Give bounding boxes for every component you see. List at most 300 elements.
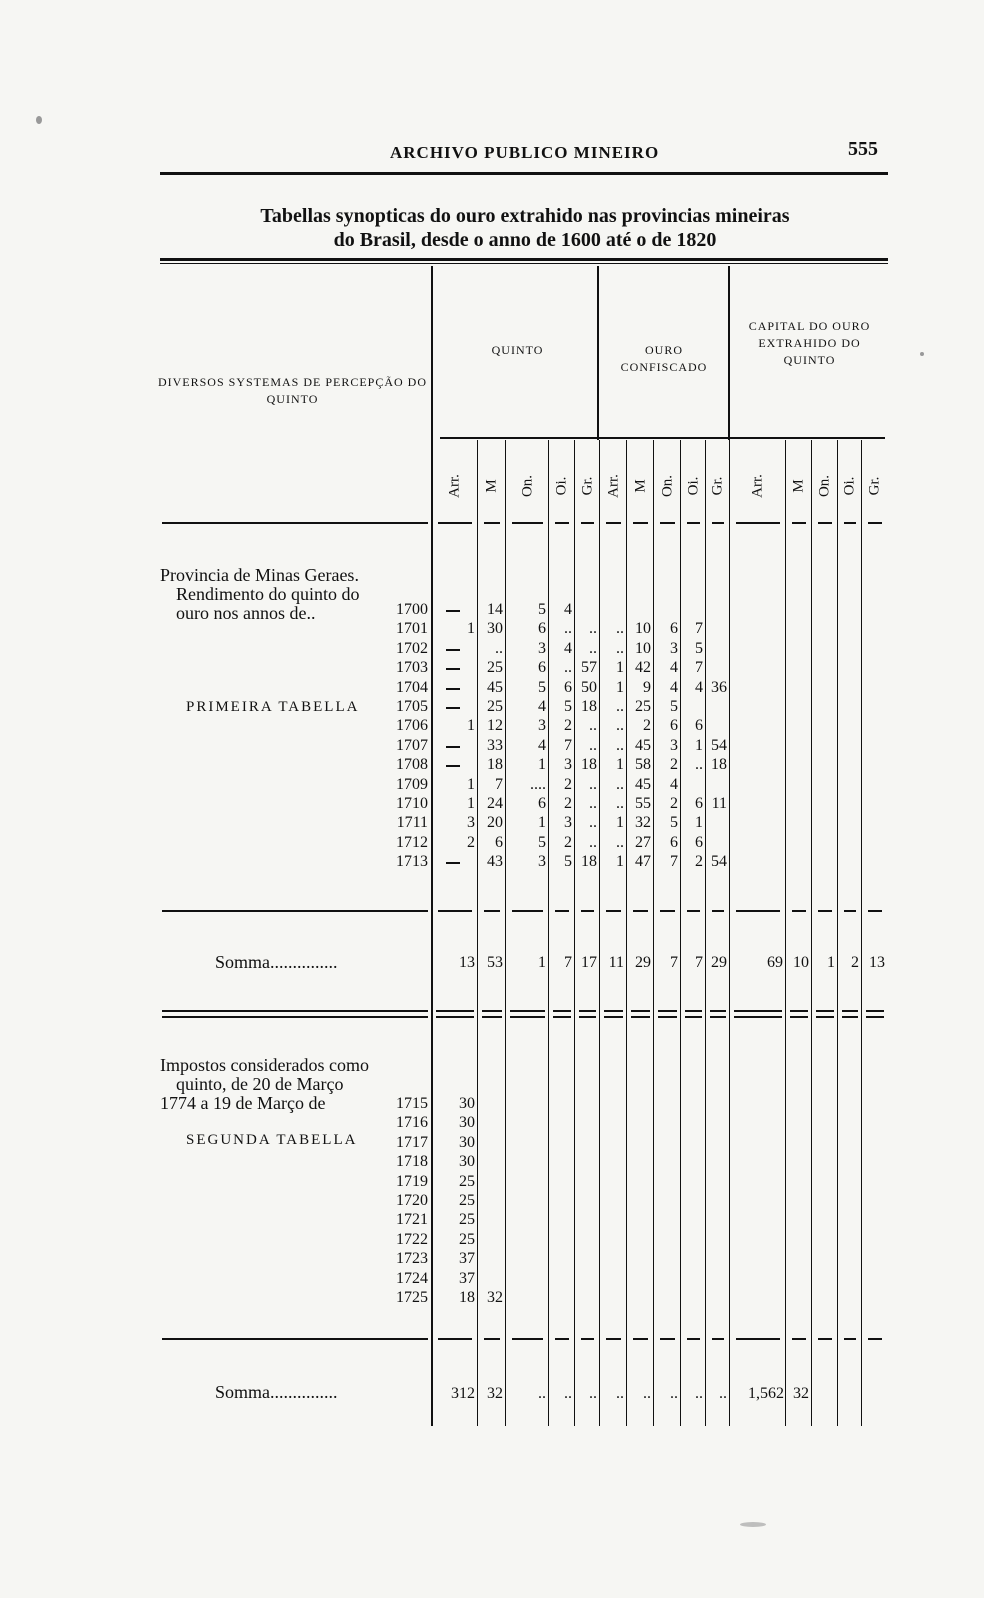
subcolumn-header xyxy=(603,466,625,506)
confiscado-value: 6 xyxy=(695,833,703,851)
arr-value: 30 xyxy=(459,1114,475,1132)
quinto-value: 2 xyxy=(467,833,475,851)
total-double-rule xyxy=(162,1016,428,1018)
quinto-value: 3 xyxy=(564,814,572,832)
subcolumn-header-label: Arr. xyxy=(605,474,621,498)
quinto-value: .. xyxy=(589,775,597,793)
total-double-rule xyxy=(734,1010,782,1012)
print-speck xyxy=(740,1522,766,1527)
subcolumn-header xyxy=(577,466,599,506)
second-block-label: SEGUNDA TABELLA xyxy=(186,1132,358,1148)
quinto-value-dash xyxy=(446,862,460,864)
arr-value: 30 xyxy=(459,1095,475,1112)
confiscado-value: 45 xyxy=(635,736,651,754)
quinto-value: 4 xyxy=(564,639,572,657)
quinto-value: 57 xyxy=(581,659,597,677)
arr-value: 30 xyxy=(459,1153,475,1171)
subtotal-rule xyxy=(792,1338,806,1340)
quinto-value: 1 xyxy=(467,775,475,793)
second-block-somma-label: Somma............... xyxy=(215,1382,338,1402)
arr-value: 30 xyxy=(459,1133,475,1151)
subcolumn-header-label: On. xyxy=(659,474,675,498)
total-double-rule xyxy=(842,1016,858,1018)
year-label: 1708 xyxy=(396,756,428,774)
total-double-rule xyxy=(685,1016,702,1018)
somma-capital-value: 2 xyxy=(851,954,859,971)
confiscado-value: 10 xyxy=(635,639,651,657)
first-block-somma-label: Somma............... xyxy=(215,952,338,972)
confiscado-value: 1 xyxy=(616,659,624,677)
quinto-value: 33 xyxy=(487,736,503,754)
quinto-value-dash xyxy=(446,707,460,709)
confiscado-value: 1 xyxy=(616,756,624,774)
somma-capital-value: 10 xyxy=(793,954,809,971)
row-label-header: DIVERSOS SYSTEMAS DE PERCEPÇÃO DO QUINTO xyxy=(157,375,428,406)
somma-quinto-value: 1 xyxy=(538,954,546,971)
subtotal-rule xyxy=(736,910,780,912)
year-label: 1716 xyxy=(396,1114,428,1132)
ouro-confiscado-group-header: OURO CONFISCADO xyxy=(620,343,708,374)
quinto-value: 3 xyxy=(538,853,546,871)
arr-value: 37 xyxy=(459,1269,475,1287)
quinto-value: .. xyxy=(495,639,503,657)
total-double-rule xyxy=(734,1016,782,1018)
confiscado-value: 55 xyxy=(635,795,651,812)
year-label: 1717 xyxy=(396,1133,428,1151)
confiscado-value: 2 xyxy=(670,795,678,812)
header-bottom-rule xyxy=(844,522,856,524)
confiscado-value: .. xyxy=(616,698,624,715)
confiscado-value: 4 xyxy=(670,775,678,793)
subtotal-rule xyxy=(844,910,856,912)
subcolumn-header xyxy=(814,466,836,506)
subtotal-rule xyxy=(660,1338,675,1340)
subtotal-rule xyxy=(818,910,832,912)
subtotal-rule xyxy=(633,1338,648,1340)
quinto-value: .. xyxy=(564,659,572,677)
total-double-rule xyxy=(685,1010,702,1012)
arr-value: 18 xyxy=(459,1289,475,1306)
quinto-value: 7 xyxy=(495,775,503,793)
confiscado-value: 5 xyxy=(670,698,678,715)
empty-dots: .. xyxy=(538,1385,546,1402)
subcolumn-header xyxy=(747,466,769,506)
subcolumn-header xyxy=(444,466,466,506)
somma-confiscado-value: 7 xyxy=(670,954,678,971)
quinto-value-dash xyxy=(446,688,460,690)
empty-dots: .. xyxy=(670,1385,678,1402)
confiscado-value: 1 xyxy=(616,678,624,696)
quinto-value: 5 xyxy=(538,833,546,851)
confiscado-value: 6 xyxy=(670,620,678,638)
confiscado-value: 3 xyxy=(670,736,678,754)
subtotal-rule xyxy=(606,910,621,912)
subcolumn-header-label: On. xyxy=(816,474,833,498)
column-divider xyxy=(574,440,575,1426)
quinto-value: 2 xyxy=(564,833,572,851)
somma-confiscado-value: 7 xyxy=(695,954,703,971)
quinto-value: 4 xyxy=(538,736,546,754)
confiscado-value: 1 xyxy=(695,736,703,754)
header-bottom-rule xyxy=(792,522,806,524)
print-speck xyxy=(920,352,924,356)
year-label: 1701 xyxy=(396,620,428,638)
total-double-rule xyxy=(436,1016,474,1018)
confiscado-value: 2 xyxy=(643,717,651,735)
confiscado-value: 32 xyxy=(635,814,651,832)
running-head: ARCHIVO PUBLICO MINEIRO xyxy=(390,143,660,162)
quinto-value: 5 xyxy=(564,853,572,871)
subcolumn-header xyxy=(630,466,652,506)
subcolumn-header xyxy=(864,466,886,506)
header-bottom-rule xyxy=(712,522,724,524)
quinto-value: .. xyxy=(589,639,597,657)
header-bottom-rule xyxy=(736,522,780,524)
subtotal-rule-label xyxy=(162,1338,428,1340)
subcolumn-header xyxy=(517,466,539,506)
total-double-rule xyxy=(604,1010,623,1012)
subtotal-rule xyxy=(512,910,543,912)
subtotal-rule xyxy=(868,910,882,912)
quinto-value: 18 xyxy=(581,853,597,871)
year-label: 1715 xyxy=(396,1095,428,1112)
confiscado-value: 36 xyxy=(711,678,727,696)
subtotal-rule xyxy=(512,1338,543,1340)
column-divider xyxy=(785,440,786,1426)
subtotal-rule xyxy=(712,910,724,912)
quinto-value: 6 xyxy=(495,833,503,851)
somma-quinto-value: 32 xyxy=(487,1385,503,1402)
confiscado-value: 2 xyxy=(670,756,678,774)
column-divider xyxy=(599,440,600,1426)
confiscado-value: .. xyxy=(616,620,624,638)
quinto-value: 3 xyxy=(467,814,475,832)
quinto-value: 3 xyxy=(538,639,546,657)
header-bottom-rule xyxy=(555,522,569,524)
confiscado-value: 10 xyxy=(635,620,651,638)
total-double-rule xyxy=(790,1016,808,1018)
column-divider xyxy=(705,440,706,1426)
subcolumn-header-label: Oi. xyxy=(553,476,570,496)
confiscado-value: 2 xyxy=(695,853,703,871)
year-label: 1712 xyxy=(396,833,428,851)
subtotal-rule xyxy=(818,1338,832,1340)
quinto-value: 3 xyxy=(564,756,572,774)
quinto-value: 2 xyxy=(564,795,572,812)
title-rule xyxy=(160,258,888,261)
somma-confiscado-value: 29 xyxy=(711,954,727,971)
confiscado-value: 6 xyxy=(695,717,703,735)
empty-dots: .. xyxy=(564,1385,572,1402)
year-label: 1711 xyxy=(396,814,428,832)
quinto-value: 6 xyxy=(564,678,572,696)
quinto-value: 1 xyxy=(538,756,546,774)
header-bottom-rule xyxy=(438,522,472,524)
header-bottom-rule xyxy=(484,522,500,524)
column-divider xyxy=(680,440,681,1426)
year-label: 1702 xyxy=(396,639,428,657)
total-double-rule xyxy=(482,1010,502,1012)
confiscado-value: .. xyxy=(695,756,703,774)
subcolumn-header-label: Arr. xyxy=(446,474,463,498)
year-label: 1705 xyxy=(396,698,428,715)
total-double-rule xyxy=(816,1010,834,1012)
quinto-value: 12 xyxy=(487,717,503,735)
quinto-value: .. xyxy=(589,814,597,832)
quinto-value: .. xyxy=(589,795,597,812)
total-double-rule xyxy=(579,1016,596,1018)
quinto-value: 7 xyxy=(564,736,572,754)
total-double-rule xyxy=(510,1010,545,1012)
total-double-rule xyxy=(631,1016,650,1018)
quinto-value: 24 xyxy=(487,795,503,812)
confiscado-value: 1 xyxy=(695,814,703,832)
quinto-value: .. xyxy=(589,736,597,754)
year-label: 1706 xyxy=(396,717,428,735)
subtotal-rule xyxy=(736,1338,780,1340)
quinto-value: 1 xyxy=(538,814,546,832)
header-bottom-rule xyxy=(818,522,832,524)
subcolumn-header-label: Gr. xyxy=(866,476,883,496)
first-block-label: PRIMEIRA TABELLA xyxy=(186,699,360,715)
quinto-value: 43 xyxy=(487,853,503,871)
header-bottom-rule xyxy=(633,522,648,524)
title-line-1: Tabellas synopticas do ouro extrahido nas provincias mineiras xyxy=(260,205,790,227)
quinto-value: 25 xyxy=(487,659,503,677)
confiscado-value: 7 xyxy=(670,853,678,871)
total-double-rule xyxy=(482,1016,502,1018)
subtotal-rule xyxy=(484,910,500,912)
subtotal-rule xyxy=(660,910,675,912)
confiscado-value: 7 xyxy=(695,620,703,638)
subcolumn-header xyxy=(551,466,573,506)
confiscado-value: 5 xyxy=(695,639,703,657)
confiscado-value: 6 xyxy=(695,795,703,812)
arr-value: 37 xyxy=(459,1250,475,1268)
subtotal-rule xyxy=(484,1338,500,1340)
total-double-rule xyxy=(604,1016,623,1018)
subcolumn-header-label: Oi. xyxy=(685,476,701,496)
confiscado-value: 4 xyxy=(670,659,678,677)
confiscado-value: 3 xyxy=(670,639,678,657)
quinto-value-dash xyxy=(446,668,460,670)
subtotal-rule-label xyxy=(162,910,428,912)
total-double-rule xyxy=(510,1016,545,1018)
subcolumn-header-label: Oi. xyxy=(841,476,858,496)
confiscado-value: 45 xyxy=(635,775,651,793)
quinto-value: 18 xyxy=(581,756,597,774)
total-double-rule xyxy=(816,1016,834,1018)
quinto-value: 2 xyxy=(564,717,572,735)
quinto-value: 30 xyxy=(487,620,503,638)
empty-dots: .. xyxy=(589,1385,597,1402)
header-bottom-rule xyxy=(868,522,882,524)
confiscado-value: .. xyxy=(616,795,624,812)
column-divider xyxy=(505,440,506,1426)
subtotal-rule xyxy=(687,1338,700,1340)
header-bottom-rule xyxy=(687,522,700,524)
confiscado-value: 6 xyxy=(670,717,678,735)
quinto-value: 6 xyxy=(538,795,546,812)
quinto-value-dash xyxy=(446,746,460,748)
year-label: 1713 xyxy=(396,853,428,871)
quinto-value: 4 xyxy=(538,698,546,715)
quinto-value: 5 xyxy=(564,698,572,715)
somma-capital-value: 13 xyxy=(869,954,885,971)
total-double-rule xyxy=(710,1010,726,1012)
year-label: 1704 xyxy=(396,678,428,696)
total-double-rule xyxy=(866,1010,884,1012)
confiscado-value: 18 xyxy=(711,756,727,774)
group-divider xyxy=(597,266,599,440)
confiscado-value: .. xyxy=(616,639,624,657)
confiscado-value: 54 xyxy=(711,853,727,871)
second-block-title-line-1: Impostos considerados como xyxy=(160,1055,369,1075)
confiscado-value: 42 xyxy=(635,659,651,677)
total-double-rule xyxy=(866,1016,884,1018)
quinto-value-dash xyxy=(446,765,460,767)
quinto-value: .... xyxy=(530,775,546,793)
subtotal-rule xyxy=(581,1338,594,1340)
column-divider xyxy=(477,440,478,1426)
page-number: 555 xyxy=(848,138,878,160)
quinto-value: 25 xyxy=(487,698,503,715)
group-divider xyxy=(728,266,730,440)
empty-dots: .. xyxy=(719,1385,727,1402)
quinto-value: 18 xyxy=(581,698,597,715)
m-value: 32 xyxy=(487,1289,503,1306)
column-divider xyxy=(626,440,627,1426)
confiscado-value: 47 xyxy=(635,853,651,871)
empty-dots: .. xyxy=(695,1385,703,1402)
quinto-value: 1 xyxy=(467,795,475,812)
year-label: 1700 xyxy=(396,601,428,618)
quinto-group-header: QUINTO xyxy=(491,343,544,357)
subcolumn-header xyxy=(788,466,810,506)
confiscado-value: 25 xyxy=(635,698,651,715)
total-double-rule xyxy=(553,1010,571,1012)
subcolumn-header-label: Arr. xyxy=(749,474,766,498)
title-line-2: do Brasil, desde o anno de 1600 até o de 1820 xyxy=(333,229,717,251)
year-label: 1703 xyxy=(396,659,428,677)
subcolumn-header xyxy=(839,466,861,506)
subcolumn-header xyxy=(657,466,679,506)
quinto-value: 50 xyxy=(581,678,597,696)
quinto-value: 5 xyxy=(538,678,546,696)
arr-value: 25 xyxy=(459,1192,475,1209)
year-label: 1721 xyxy=(396,1211,428,1229)
confiscado-value: 4 xyxy=(670,678,678,696)
confiscado-value: 7 xyxy=(695,659,703,677)
year-label: 1718 xyxy=(396,1153,428,1171)
somma-quinto-value: 7 xyxy=(564,954,572,971)
column-divider xyxy=(811,440,812,1426)
subtotal-rule xyxy=(712,1338,724,1340)
quinto-value: 20 xyxy=(487,814,503,832)
year-label: 1709 xyxy=(396,775,428,793)
subcolumn-header-label: Gr. xyxy=(709,476,726,496)
header-bottom-rule-label xyxy=(162,522,428,524)
first-block-title xyxy=(160,566,360,623)
somma-capital-value: 69 xyxy=(767,954,783,971)
arr-value: 25 xyxy=(459,1172,475,1190)
total-double-rule xyxy=(710,1016,726,1018)
quinto-value: 3 xyxy=(538,717,546,735)
quinto-value-dash xyxy=(446,649,460,651)
subtotal-rule xyxy=(555,1338,569,1340)
quinto-value: 2 xyxy=(564,775,572,793)
somma-capital-value: 32 xyxy=(793,1385,809,1402)
confiscado-value: 5 xyxy=(670,814,678,832)
empty-dots: .. xyxy=(616,1385,624,1402)
confiscado-value: .. xyxy=(616,717,624,735)
total-double-rule xyxy=(553,1016,571,1018)
confiscado-value: 4 xyxy=(695,678,703,696)
year-label: 1710 xyxy=(396,795,428,812)
first-block-title-line-3: ouro nos annos de.. xyxy=(176,603,316,623)
year-label: 1720 xyxy=(396,1192,428,1209)
subcolumn-header-label: M xyxy=(632,479,648,493)
arr-value: 25 xyxy=(459,1230,475,1248)
year-label: 1707 xyxy=(396,736,428,754)
first-block-title-line-1: Provincia de Minas Geraes. xyxy=(160,565,359,585)
confiscado-value: 11 xyxy=(711,795,727,812)
quinto-value: .. xyxy=(589,717,597,735)
empty-dots: .. xyxy=(643,1385,651,1402)
total-double-rule xyxy=(631,1010,650,1012)
print-speck xyxy=(36,116,42,124)
subcolumn-header xyxy=(683,466,705,506)
subcolumn-header xyxy=(707,466,729,506)
subtotal-rule xyxy=(555,910,569,912)
somma-capital-value: 1 xyxy=(827,954,835,971)
total-double-rule xyxy=(658,1016,677,1018)
subcolumn-header-label: M xyxy=(790,479,807,493)
confiscado-value: 9 xyxy=(643,678,651,696)
subtotal-rule xyxy=(633,910,648,912)
quinto-value: 45 xyxy=(487,678,503,696)
confiscado-value: 58 xyxy=(635,756,651,774)
somma-quinto-value: 312 xyxy=(451,1385,475,1402)
confiscado-value: 1 xyxy=(616,853,624,871)
second-block-title xyxy=(160,1056,369,1113)
quinto-value: 6 xyxy=(538,620,546,638)
confiscado-value: 27 xyxy=(635,833,651,851)
quinto-value: 6 xyxy=(538,659,546,677)
subcolumn-header-label: On. xyxy=(519,474,535,498)
quinto-value: .. xyxy=(564,620,572,638)
year-label: 1723 xyxy=(396,1250,428,1268)
confiscado-value: .. xyxy=(616,833,624,851)
header-rule xyxy=(160,172,888,175)
subtotal-rule xyxy=(606,1338,621,1340)
subheader-rule xyxy=(440,437,885,439)
header-bottom-rule xyxy=(606,522,621,524)
header-bottom-rule xyxy=(512,522,543,524)
year-label: 1722 xyxy=(396,1230,428,1248)
table-title xyxy=(155,204,895,252)
quinto-value: .. xyxy=(589,833,597,851)
second-block-title-line-3: 1774 a 19 de Março de xyxy=(160,1093,326,1113)
somma-quinto-value: 53 xyxy=(487,954,503,971)
confiscado-value: 1 xyxy=(616,814,624,832)
quinto-value: 14 xyxy=(487,601,503,618)
year-label: 1725 xyxy=(396,1289,428,1306)
total-double-rule xyxy=(842,1010,858,1012)
subtotal-rule xyxy=(868,1338,882,1340)
subtotal-rule xyxy=(581,910,594,912)
column-divider xyxy=(837,440,838,1426)
